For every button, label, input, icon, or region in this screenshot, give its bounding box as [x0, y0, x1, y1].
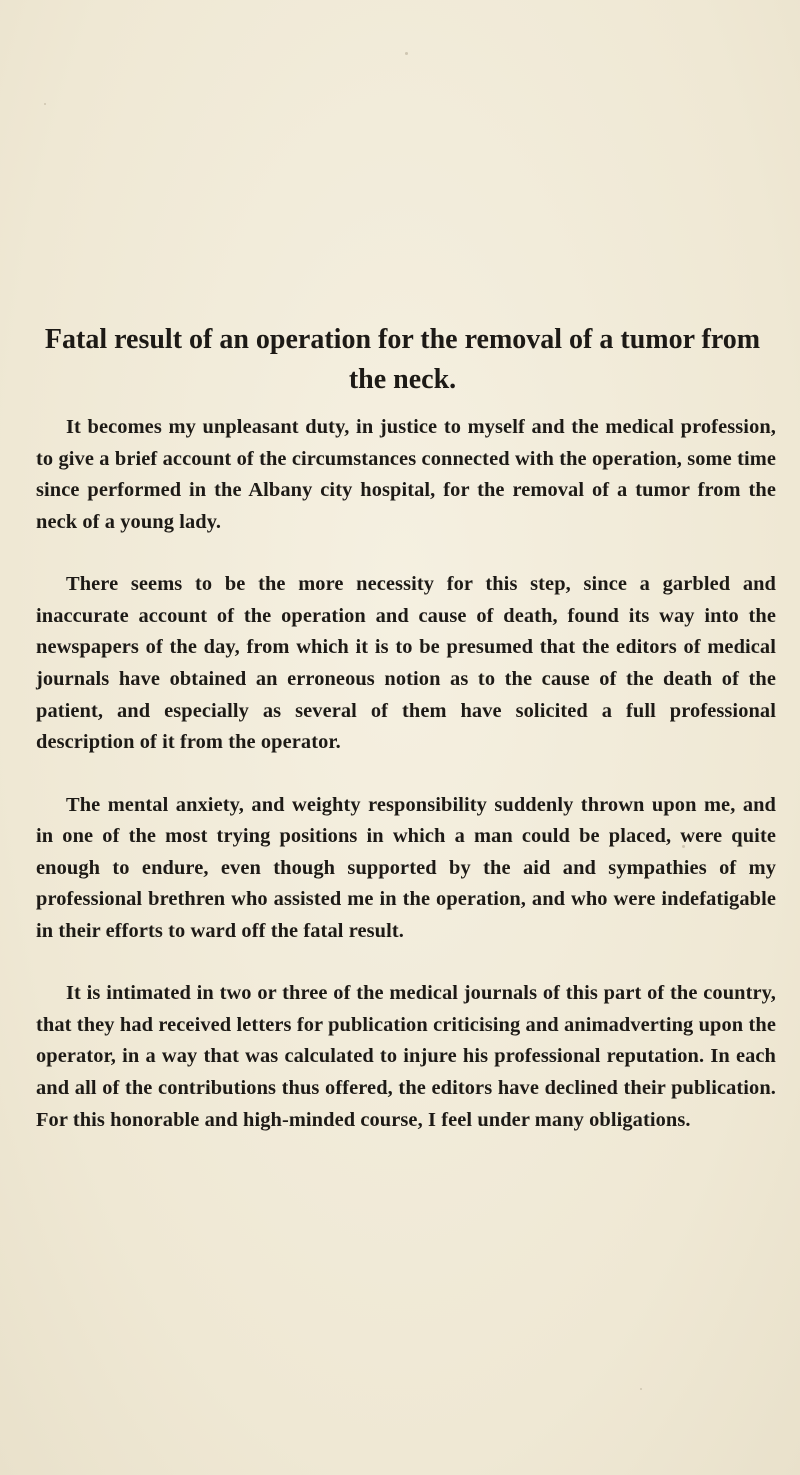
document-title: Fatal result of an operation for the removal of a tumor from the neck.: [44, 324, 761, 395]
paragraph-4: It is intimated in two or three of the medical journals of this part of the country, that they had received letters for publication criticising and animadverting upon the operator, in a way that was calculated to injure his professional reputation. In each and all of the contributions thus offered, the editors have declined their publication. For this honorable and high-minded course, I feel under many obligations.: [36, 982, 776, 1131]
paragraph-3: The mental anxiety, and weighty responsibility suddenly thrown upon me, and in one of the most trying positions in which a man could be placed, were quite enough to endure, even though supported by the aid and sympathies of my professional brethren who assisted me in the operation, and who were indefatigable in their efforts to ward off the fatal result.: [36, 793, 776, 942]
paragraph-1: It becomes my unpleasant duty, in justice to myself and the medical profession, to give a brief account of the circumstances connected with the operation, some time since performed in the Albany city hospital, for the removal of a tumor from the neck of a young lady.: [36, 416, 776, 533]
document-body: [36, 412, 776, 1136]
paragraph-2: There seems to be the more necessity for this step, since a garbled and inaccurate account of the operation and cause of death, found its way into the newspapers of the day, from which it is to be presumed that the editors of medical journals have obtained an erroneous notion as to the cause of the death of the patient, and especially as several of them have solicited a full professional description of it from the operator.: [36, 573, 776, 754]
